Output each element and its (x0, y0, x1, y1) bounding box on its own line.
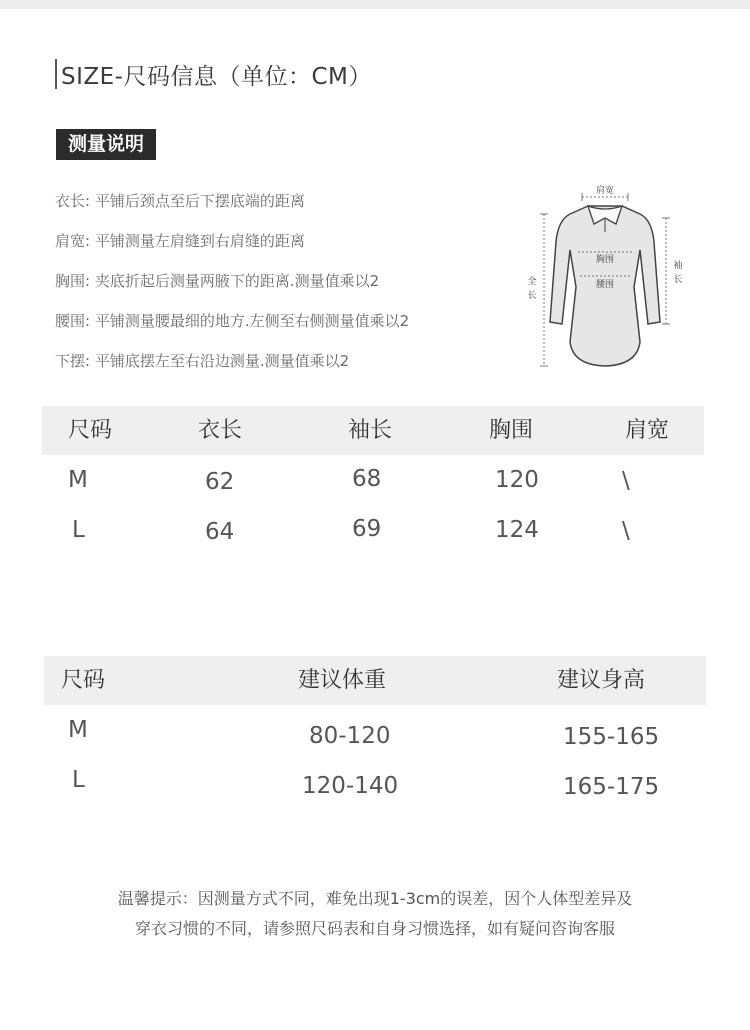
header-length: 衣长 (198, 418, 243, 443)
waist-label: 腰围 (595, 280, 615, 290)
fit-l-weight: 120-140 (302, 773, 399, 799)
fit-m-weight: 80-120 (309, 723, 391, 749)
row-m-sleeve: 68 (352, 466, 382, 492)
tip-line-1: 温馨提示：因测量方式不同，难免出现1-3cm的误差，因个人体型差异及 (117, 889, 633, 908)
row-m-size: M (68, 467, 88, 493)
shoulder-label: 肩宽 (595, 186, 615, 196)
tip-line-2: 穿衣习惯的不同，请参照尺码表和自身习惯选择，如有疑问咨询客服 (134, 919, 615, 938)
header-weight: 建议体重 (298, 668, 387, 693)
fit-m-size: M (68, 717, 88, 743)
size-table-header (42, 406, 704, 455)
instruction-hem: 下摆: 平铺底摆左至右沿边测量.测量值乘以2 (55, 352, 350, 370)
instruction-length: 衣长: 平铺后颈点至后下摆底端的距离 (55, 192, 305, 210)
measure-header: 测量说明 (56, 129, 156, 160)
header-size: 尺码 (68, 418, 113, 443)
sleeve-label-2: 长 (673, 275, 683, 285)
row-m-length: 62 (205, 469, 235, 495)
header-sleeve: 袖长 (348, 418, 393, 443)
fit-l-height: 165-175 (563, 774, 660, 800)
measurement-instructions (55, 188, 409, 388)
dress-measurement-diagram (520, 172, 700, 372)
fit-l-size: L (72, 767, 85, 793)
row-l-length: 64 (205, 519, 235, 545)
dress-icon (520, 172, 700, 372)
row-l-shoulder: \ (622, 518, 630, 544)
fit-table-header (44, 656, 706, 705)
row-m-shoulder: \ (622, 468, 630, 494)
page-title (55, 58, 372, 90)
header-chest: 胸围 (489, 418, 534, 443)
measurement-tip (0, 884, 750, 944)
top-strip (0, 0, 750, 9)
row-l-size: L (72, 517, 85, 543)
chest-label: 胸围 (595, 255, 615, 265)
page-title-text: SIZE-尺码信息（单位：CM） (61, 63, 372, 90)
title-bar (55, 59, 57, 89)
sleeve-label-1: 袖 (673, 261, 683, 271)
row-l-chest: 124 (495, 517, 539, 543)
length-label-2: 长 (527, 291, 537, 301)
fit-m-height: 155-165 (563, 724, 660, 750)
row-m-chest: 120 (495, 467, 539, 493)
header-height: 建议身高 (557, 668, 646, 693)
instruction-shoulder: 肩宽: 平铺测量左肩缝到右肩缝的距离 (55, 232, 305, 250)
length-label-1: 全 (527, 277, 537, 287)
row-l-sleeve: 69 (352, 516, 382, 542)
header-size: 尺码 (61, 668, 106, 693)
instruction-waist: 腰围: 平铺测量腰最细的地方.左侧至右侧测量值乘以2 (55, 312, 410, 330)
instruction-chest: 胸围: 夹底折起后测量两腋下的距离.测量值乘以2 (55, 272, 380, 290)
header-shoulder: 肩宽 (625, 418, 670, 443)
